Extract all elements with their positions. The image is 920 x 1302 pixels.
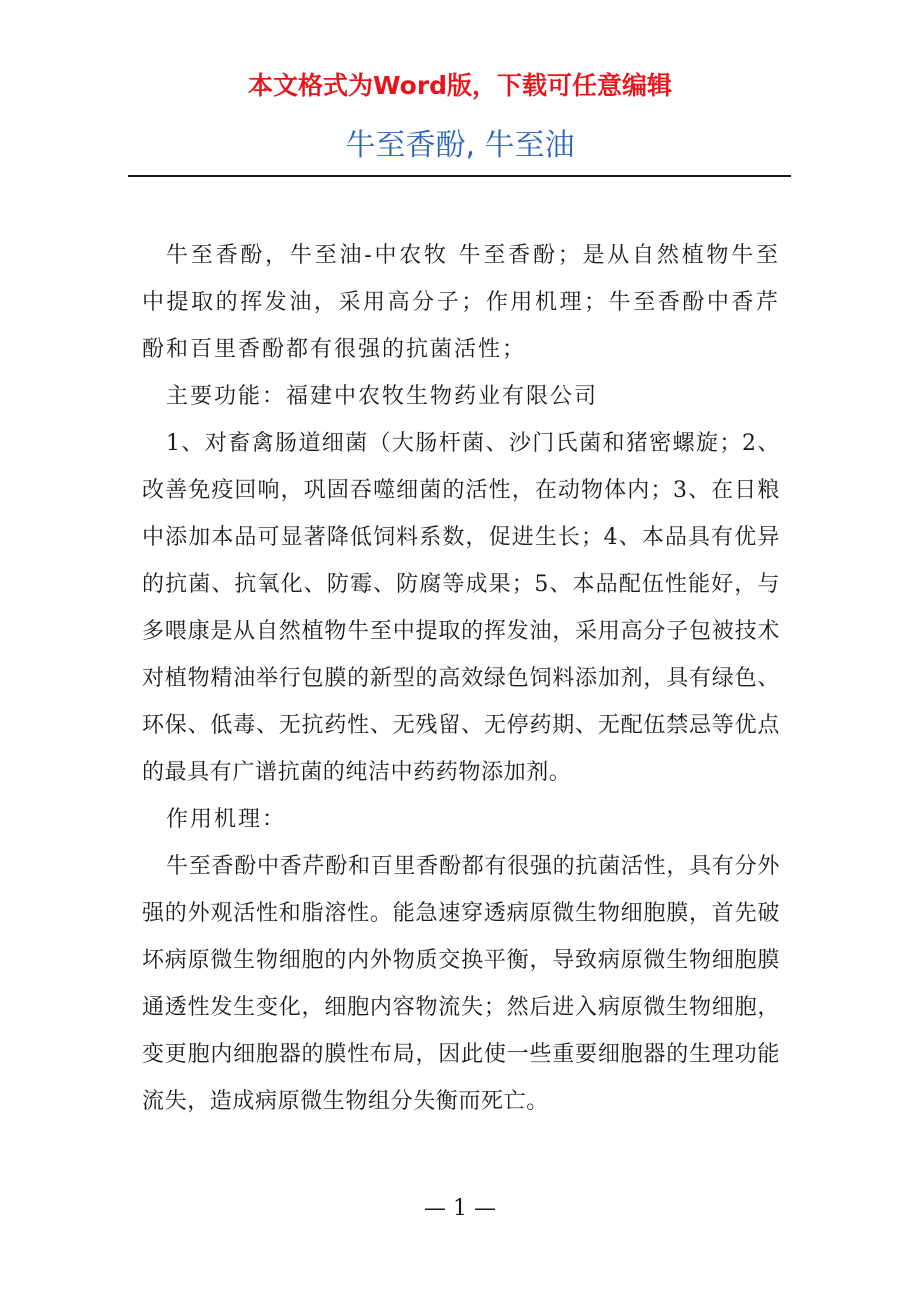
page-number: — 1 — [424, 1196, 496, 1221]
format-notice: 本文格式为Word版，下载可任意编辑 [247, 71, 673, 100]
title-divider [128, 175, 791, 177]
paragraph-mechanism-heading: 作用机理： [166, 807, 287, 832]
paragraph-mechanism: 牛至香酚中香芹酚和百里香酚都有很强的抗菌活性，具有分外强的外观活性和脂溶性。能急速穿透病原微生物细胞膜，首先破坏病原微生物细胞的内外物质交换平衡，导致病原微生物细胞膜通透性发生变化，细胞内容物流失；然后进入病原微生物细胞，变更胞内细胞器的膜性布局，因此使一些重要细胞器的生理功能流失，造成病原微生物组分失衡而死亡。 [142, 854, 780, 1114]
paragraph-function-list: 1、对畜禽肠道细菌（大肠杆菌、沙门氏菌和猪密螺旋；2、改善免疫回响，巩固吞噬细菌的活性，在动物体内；3、在日粮中添加本品可显著降低饲料系数，促进生长；4、本品具有优异的抗菌、抗氧化、防霉、防腐等成果；5、本品配伍性能好，与多喂康是从自然植物牛至中提取的挥发油，采用高分子包被技术对植物精油举行包膜的新型的高效绿色饲料添加剂，具有绿色、环保、低毒、无抗药性、无残留、无停药期、无配伍禁忌等优点的最具有广谱抗菌的纯洁中药药物添加剂。 [142, 431, 780, 785]
paragraph-main-function: 主要功能：福建中农牧生物药业有限公司 [166, 384, 599, 409]
paragraph-intro: 牛至香酚，牛至油-中农牧 牛至香酚；是从自然植物牛至中提取的挥发油，采用高分子；作用机理；牛至香酚中香芹酚和百里香酚都有很强的抗菌活性； [142, 243, 780, 362]
document-body [142, 232, 780, 1125]
document-title: 牛至香酚, 牛至油 [345, 128, 575, 163]
